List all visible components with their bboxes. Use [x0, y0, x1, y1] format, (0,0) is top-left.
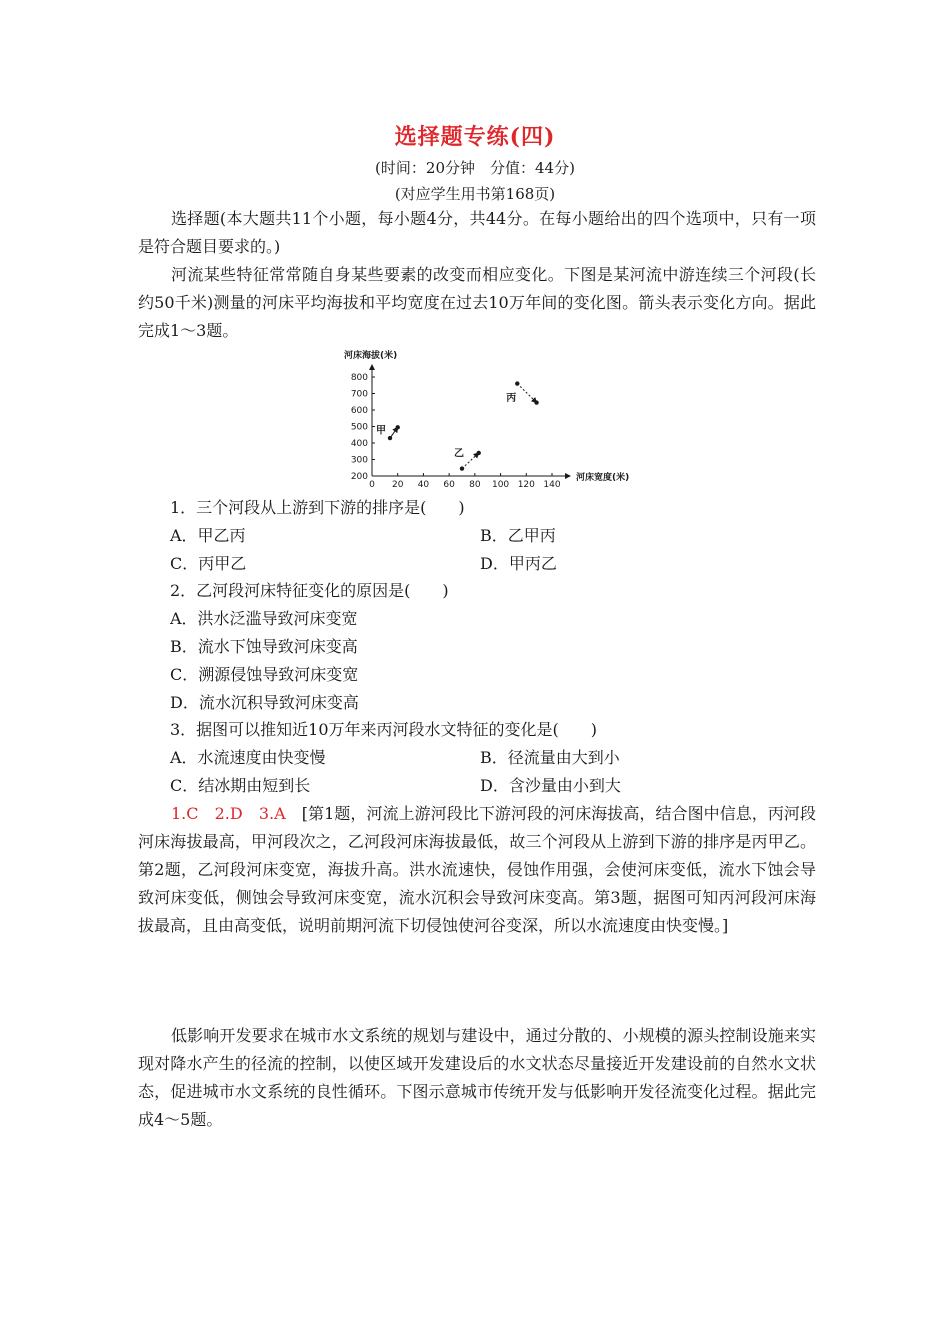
question-1-option-b[interactable]: B．乙甲丙: [480, 526, 556, 545]
question-2-option-b[interactable]: B．流水下蚀导致河床变高: [170, 637, 358, 656]
answer-text: [第1题，河流上游河段比下游河段的河床海拔高，结合图中信息，丙河段河床海拔最高，甲河段次之，乙河段河床海拔最低，故三个河段从上游到下游的排序是丙甲乙。第2题，乙河段河床变宽，海拔升高。洪水流速快，侵蚀作用强，会使河床变低，流水下蚀会导致河床变低，侧蚀会导致河床变宽，流水沉积会导致河床变高。第3题，据图可知丙河段河床海拔最高，且由高变低，说明前期河流下切侵蚀使河谷变深，所以水流速度由快变慢。]: [138, 804, 816, 935]
x-tick-label: 120: [517, 480, 535, 490]
series-label-3: 丙: [506, 393, 517, 405]
page-title: 选择题专练(四): [394, 124, 556, 150]
y-tick-label: 200: [350, 472, 368, 482]
question-3-option-a[interactable]: A．水流速度由快变慢: [170, 748, 326, 767]
series-point-start-1: [388, 436, 392, 440]
x-tick-label: 100: [491, 480, 510, 490]
y-tick-label: 700: [350, 389, 368, 400]
question-2-option-d[interactable]: D．流水沉积导致河床变高: [170, 693, 359, 712]
instructions-paragraph: 选择题(本大题共11个小题，每小题4分，共44分。在每小题给出的四个选项中，只有一项是符合题目要求的。): [138, 209, 816, 256]
y-tick-label: 400: [350, 439, 368, 449]
question-3-option-c[interactable]: C．结冰期由短到长: [170, 776, 311, 795]
question-2-option-a[interactable]: A．洪水泛滥导致河床变宽: [170, 609, 358, 628]
series-label-1: 甲: [376, 425, 386, 437]
series-arrow-3: [517, 384, 536, 403]
series-arrow-2: [462, 453, 479, 469]
answer-key: 1.C 2.D 3.A: [171, 804, 286, 823]
question-1-option-d[interactable]: D．甲丙乙: [480, 554, 557, 573]
question-3-option-d[interactable]: D．含沙量由小到大: [480, 776, 621, 795]
series-point-end-2: [477, 451, 481, 455]
question-1-option-a[interactable]: A．甲乙丙: [170, 526, 246, 545]
question-1-option-c[interactable]: C．丙甲乙: [170, 554, 247, 573]
y-tick-label: 600: [350, 406, 368, 416]
chart-ylabel: 河床海拔(米): [344, 351, 398, 361]
answer-explanation: [138, 800, 816, 940]
x-tick-label: 40: [417, 480, 430, 490]
y-tick-label: 300: [350, 455, 368, 466]
y-tick-label: 800: [350, 373, 368, 383]
question-3-stem: 3．据图可以推知近10万年来丙河段水文特征的变化是( ): [170, 720, 598, 739]
question-3-option-b[interactable]: B．径流量由大到小: [480, 748, 620, 767]
passage-1: 河流某些特征常常随自身某些要素的改变而相应变化。下图是某河流中游连续三个河段(长约50千米)测量的河床平均海拔和平均宽度在过去10万年间的变化图。箭头表示变化方向。据此完成1～3题。: [138, 265, 816, 340]
series-point-end-1: [396, 425, 400, 429]
question-2-stem: 2．乙河段河床特征变化的原因是( ): [170, 581, 449, 600]
chart-xlabel: 河床宽度(米): [576, 473, 630, 483]
question-2-option-c[interactable]: C．溯源侵蚀导致河床变宽: [170, 665, 359, 684]
time-score-line: (时间：20分钟 分值：44分): [375, 159, 575, 177]
series-label-2: 乙: [454, 448, 464, 460]
book-reference: (对应学生用书第168页): [394, 185, 556, 203]
x-tick-label: 80: [469, 480, 481, 490]
series-point-start-2: [460, 466, 464, 470]
riverbed-chart: [330, 345, 650, 490]
x-tick-label: 0: [369, 480, 375, 490]
passage-2: 低影响开发要求在城市水文系统的规划与建设中，通过分散的、小规模的源头控制设施来实现对降水产生的径流的控制，以使区域开发建设后的水文状态尽量接近开发建设前的自然水文状态，促进城市水文系统的良性循环。下图示意城市传统开发与低影响开发径流变化过程。据此完成4～5题。: [138, 1026, 816, 1129]
series-point-end-3: [534, 400, 538, 404]
x-tick-label: 60: [443, 480, 455, 490]
series-point-start-3: [515, 381, 519, 385]
x-tick-label: 20: [391, 480, 404, 490]
x-tick-label: 140: [543, 480, 561, 490]
chart-marks: [376, 381, 539, 470]
question-1-stem: 1．三个河段从上游到下游的排序是( ): [170, 498, 465, 517]
y-tick-label: 500: [350, 422, 368, 433]
